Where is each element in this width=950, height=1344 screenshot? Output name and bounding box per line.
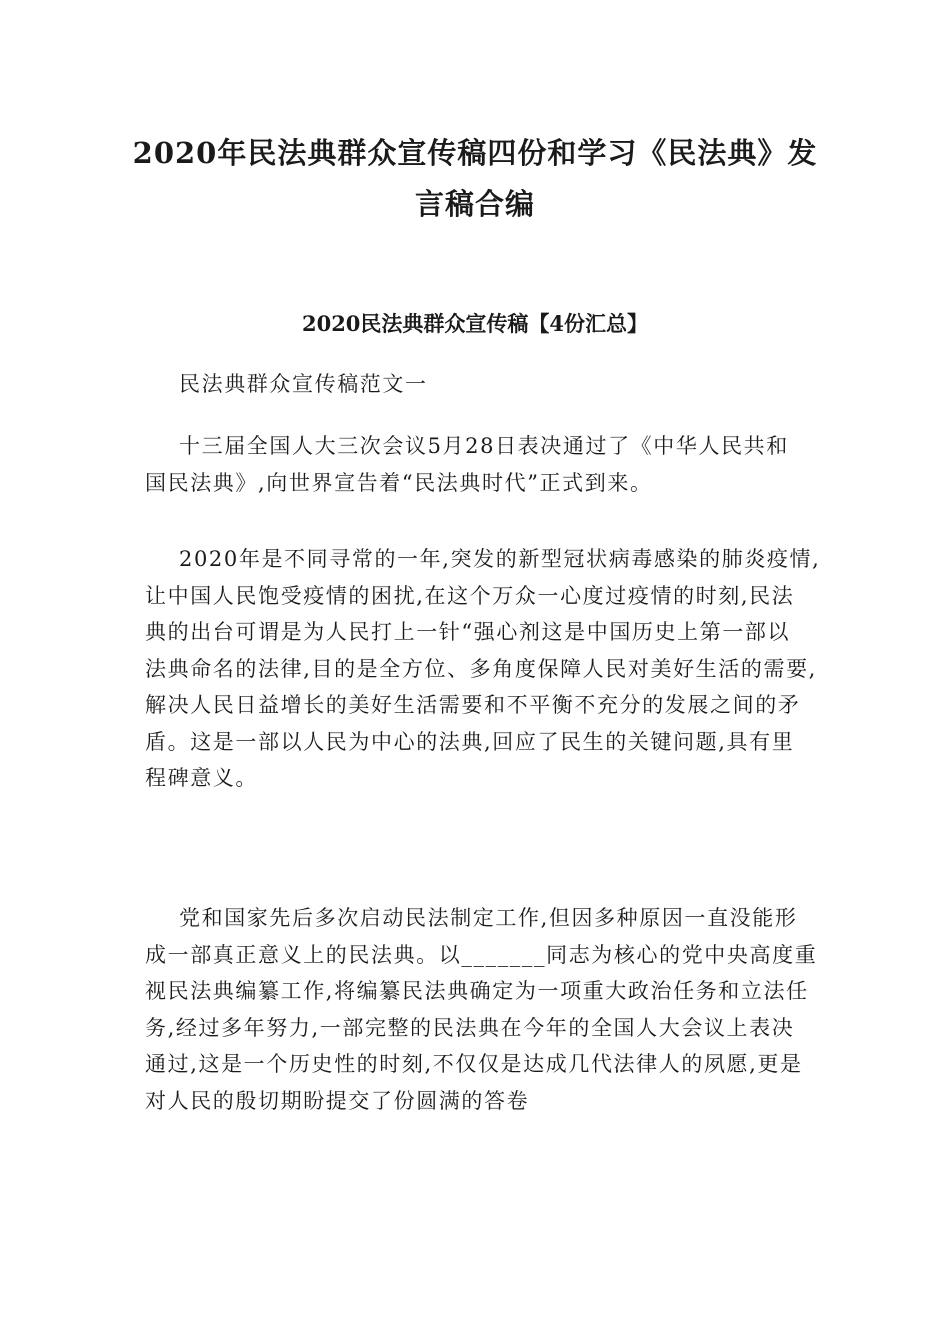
text-line: 国民法典》,向世界宣告着“民法典时代”正式到来。 [145,470,653,495]
paragraph [145,900,818,1119]
document-title [130,128,820,230]
text-line: 对人民的殷切期盼提交了份圆满的答卷 [145,1088,530,1113]
text-line: 盾。这是一部以人民为中心的法典,回应了民生的关键问题,具有里 [145,729,795,754]
text-line: 十三届全国人大三次会议5月28日表决通过了《中华人民共和 [179,434,789,458]
text-line: 典的出台可谓是为人民打上一针“强心剂这是中国历史上第一部以 [145,620,791,644]
text-line: 党和国家先后多次启动民法制定工作,但因多种原因一直没能形 [179,906,798,930]
section-heading: 2020民法典群众宣传稿【4份汇总】 [301,311,649,336]
paragraph [145,541,821,797]
text-line: 成一部真正意义上的民法典。以_______同志为核心的党中央高度重 [145,942,818,967]
text-line: 视民法典编纂工作,将编纂民法典确定为一项重大政治任务和立法任 [145,979,809,1003]
paragraph [145,428,807,501]
text-line: 程碑意义。 [145,766,258,790]
title-line: 言稿合编 [414,187,535,221]
title-line: 2020年民法典群众宣传稿四份和学习《民法典》发 [132,136,818,170]
text-line: 通过,这是一个历史性的时刻,不仅仅是达成几代法律人的夙愿,更是 [145,1052,803,1076]
text-line: 解决人民日益增长的美好生活需要和不平衡不充分的发展之间的矛 [145,693,801,717]
paragraph [145,366,807,403]
text-line: 法典命名的法律,目的是全方位、多角度保障人民对美好生活的需要, [145,656,817,681]
text-line: 务,经过多年努力,一部完整的民法典在今年的全国人大会议上表决 [145,1015,795,1040]
text-line: 民法典群众宣传稿范文一 [179,372,428,396]
text-line: 让中国人民饱受疫情的困扰,在这个万众一心度过疫情的时刻,民法 [145,583,795,608]
text-line: 2020年是不同寻常的一年,突发的新型冠状病毒感染的肺炎疫情, [179,547,821,571]
